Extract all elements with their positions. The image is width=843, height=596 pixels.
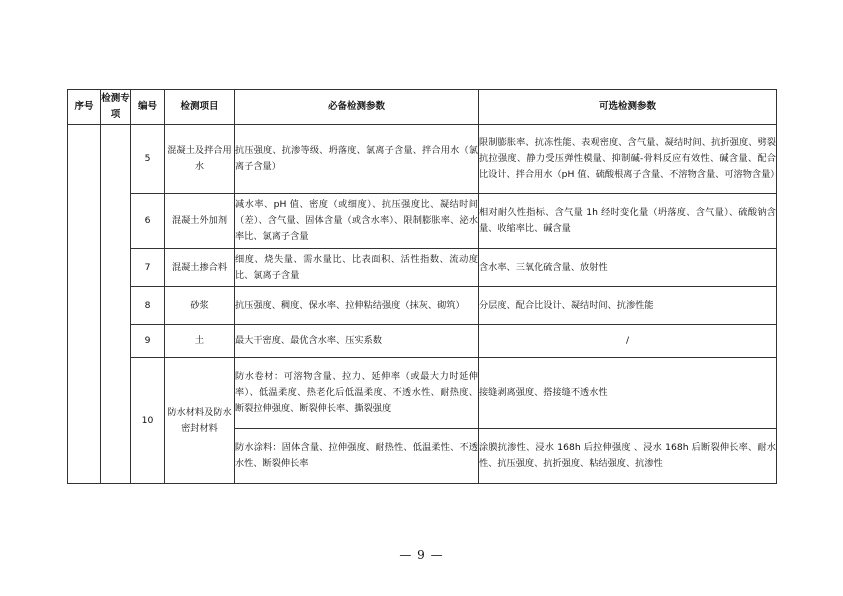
item-cell: 混凝土掺合料 <box>165 249 235 287</box>
table-row <box>68 358 777 429</box>
optional-cell: / <box>479 325 777 358</box>
optional-cell: 分层度、配合比设计、凝结时间、抗渗性能 <box>479 287 777 325</box>
table-header-row <box>68 90 777 125</box>
table-row <box>68 125 777 194</box>
seq-cell <box>68 125 101 484</box>
required-cell: 抗压强度、稠度、保水率、拉伸粘结强度（抹灰、砌筑） <box>235 287 479 325</box>
item-cell: 防水材料及防水密封材料 <box>165 358 235 484</box>
optional-cell: 相对耐久性指标、含气量 1h 经时变化量（坍落度、含气量）、硫酸钠含量、收缩率比、碱含量 <box>479 194 777 249</box>
table-row <box>68 194 777 249</box>
required-cell: 细度、烧失量、需水量比、比表面积、活性指数、流动度比、氯离子含量 <box>235 249 479 287</box>
header-required: 必备检测参数 <box>235 90 479 125</box>
item-cell: 砂浆 <box>165 287 235 325</box>
code-cell: 7 <box>131 249 165 287</box>
required-cell: 最大干密度、最优含水率、压实系数 <box>235 325 479 358</box>
optional-cell: 接缝剥离强度、搭接缝不透水性 <box>479 358 777 429</box>
required-cell: 防水涂料：固体含量、拉伸强度、耐热性、低温柔性、不透水性、断裂伸长率 <box>235 429 479 484</box>
code-cell: 5 <box>131 125 165 194</box>
item-cell: 混凝土及拌合用水 <box>165 125 235 194</box>
code-cell: 6 <box>131 194 165 249</box>
optional-cell: 限制膨胀率、抗冻性能、表观密度、含气量、凝结时间、抗折强度、劈裂抗拉强度、静力受压弹性模量、抑制碱-骨料反应有效性、碱含量、配合比设计、拌合用水（pH 值、硫酸根离子含量、不溶物含量、可溶物含量） <box>479 125 777 194</box>
table-row <box>68 287 777 325</box>
item-cell: 土 <box>165 325 235 358</box>
header-item: 检测项目 <box>165 90 235 125</box>
required-cell: 减水率、pH 值、密度（或细度）、抗压强度比、凝结时间（差）、含气量、固体含量（或含水率）、限制膨胀率、泌水率比、氯离子含量 <box>235 194 479 249</box>
code-cell: 9 <box>131 325 165 358</box>
page-number: — 9 — <box>399 548 444 562</box>
header-category: 检测专项 <box>101 90 131 125</box>
code-cell: 10 <box>131 358 165 484</box>
item-cell: 混凝土外加剂 <box>165 194 235 249</box>
table-row <box>68 325 777 358</box>
header-seq: 序号 <box>68 90 101 125</box>
code-cell: 8 <box>131 287 165 325</box>
header-code: 编号 <box>131 90 165 125</box>
category-cell <box>101 125 131 484</box>
optional-cell: 涂膜抗渗性、浸水 168h 后拉伸强度 、浸水 168h 后断裂伸长率、耐水性、抗压强度、抗折强度、粘结强度、抗渗性 <box>479 429 777 484</box>
table-row <box>68 249 777 287</box>
optional-cell: 含水率、三氧化硫含量、放射性 <box>479 249 777 287</box>
required-cell: 防水卷材：可溶物含量、拉力、延伸率（或最大力时延伸率）、低温柔度、热老化后低温柔度、不透水性、耐热度、断裂拉伸强度、断裂伸长率、撕裂强度 <box>235 358 479 429</box>
required-cell: 抗压强度、抗渗等级、坍落度、氯离子含量、拌合用水（氯离子含量） <box>235 125 479 194</box>
header-optional: 可选检测参数 <box>479 90 777 125</box>
parameter-table <box>67 89 780 484</box>
